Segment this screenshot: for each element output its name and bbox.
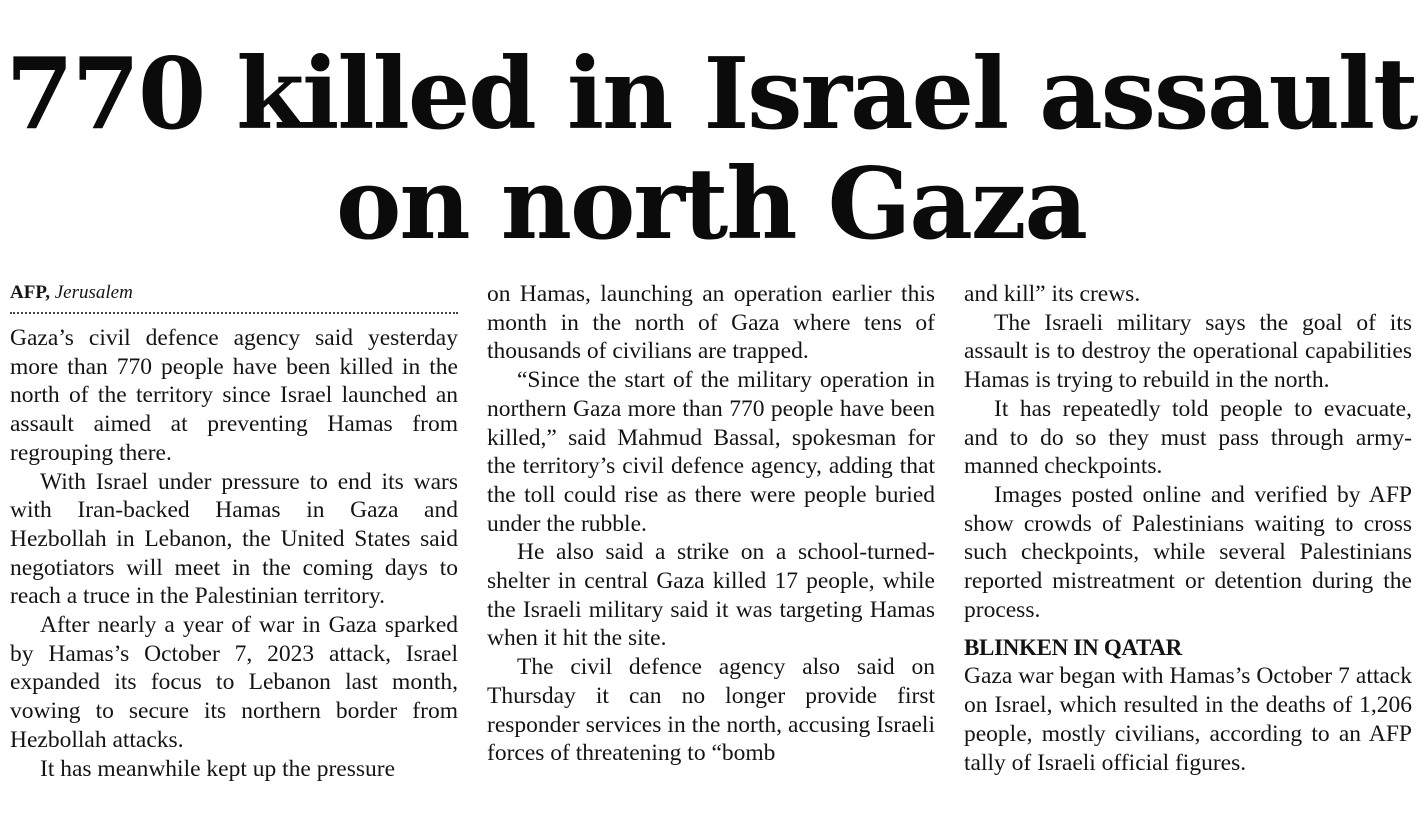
paragraph: Gaza’s civil defence agency said yesterday more than 770 people have been killed in the north of the territory since Israel launched an assault aimed at preventing Hamas from regrouping there. [10, 325, 458, 466]
paragraph: It has repeatedly told people to evacuate, and to do so they must pass through army-manned checkpoints. [964, 395, 1412, 480]
paragraph: After nearly a year of war in Gaza sparked by Hamas’s October 7, 2023 attack, Israel expanded its focus to Lebanon last month, vowing to secure its northern border from Hezbollah attacks. [10, 612, 458, 753]
headline-line-2: on north Gaza [336, 147, 1086, 262]
paragraph: He also said a strike on a school-turned-shelter in central Gaza killed 17 people, while the Israeli military said it was targeting Hamas when it hit the site. [487, 539, 935, 652]
paragraph: Images posted online and verified by AFP show crowds of Palestinians waiting to cross such checkpoints, while several Palestinians reported mistreatment or detention during the process. [964, 481, 1412, 623]
headline [0, 37, 1422, 262]
paragraph: It has meanwhile kept up the pressure [40, 755, 396, 782]
paragraph: The civil defence agency also said on Thursday it can no longer provide first responder services in the north, accusing Israeli forces of threatening to “bomb [487, 654, 935, 767]
headline-line-1: 770 killed in Israel assault [5, 37, 1417, 152]
article-column-3 [964, 280, 1412, 777]
article-column-1 [10, 280, 458, 783]
paragraph: and kill” its crews. [964, 281, 1141, 307]
byline [10, 280, 458, 314]
paragraph: With Israel under pressure to end its wars with Iran-backed Hamas in Gaza and Hezbollah in Lebanon, the United States said negotiators will meet in the coming days to reach a truce in the Palestinian territory. [10, 468, 458, 610]
article-column-2 [487, 280, 935, 768]
byline-agency: AFP, [10, 282, 50, 303]
paragraph: on Hamas, launching an operation earlier this month in the north of Gaza where tens of thousands of civilians are trapped. [487, 281, 935, 365]
paragraph: The Israeli military says the goal of its assault is to destroy the operational capabilities Hamas is trying to rebuild in the north. [964, 309, 1412, 394]
byline-place: Jerusalem [54, 282, 133, 303]
paragraph: “Since the start of the military operation in northern Gaza more than 770 people have been killed,” said Mahmud Bassal, spokesman for the territory’s civil defence agency, adding that the toll could rise as there were people buried under the rubble. [487, 367, 935, 537]
paragraph: Gaza war began with Hamas’s October 7 attack on Israel, which resulted in the deaths of 1,206 people, mostly civilians, according to an AFP tally of Israeli official figures. [964, 663, 1412, 776]
subheading: BLINKEN IN QATAR [964, 635, 1182, 661]
